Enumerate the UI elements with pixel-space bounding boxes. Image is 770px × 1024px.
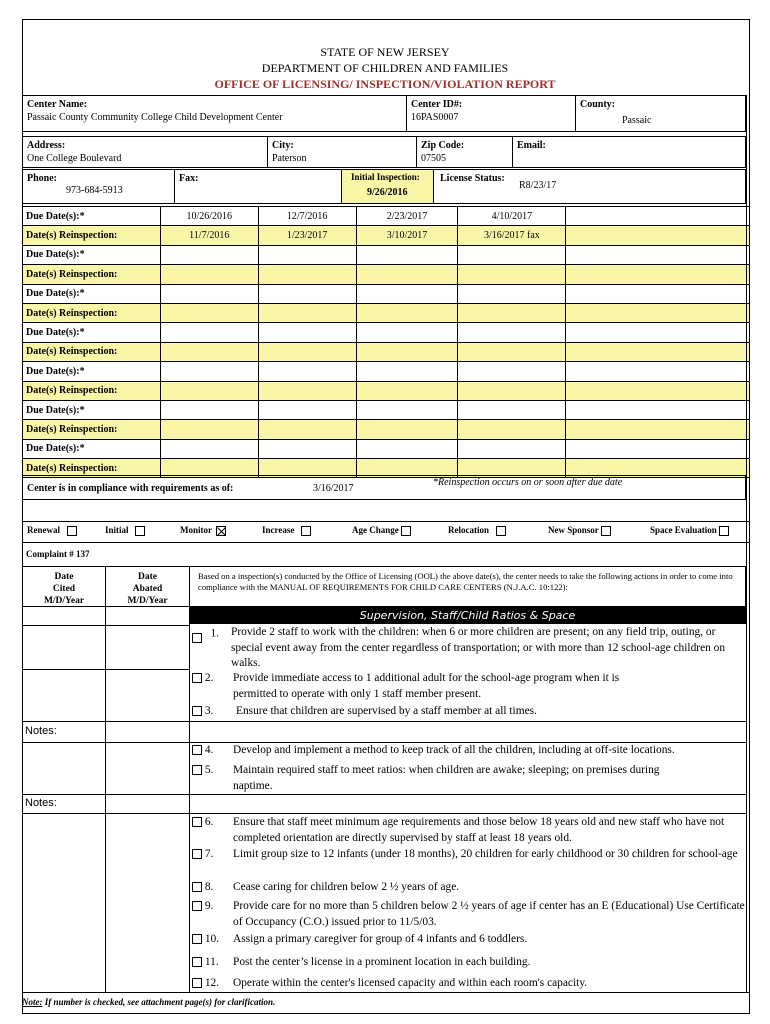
notes-label: Notes: — [25, 797, 57, 809]
item-number: 1. — [210, 627, 220, 640]
item-text: Post the center’s license in a prominent location in each building. — [233, 956, 531, 968]
item-text: Assign a primary caregiver for group of 4 infants and 6 toddlers. — [233, 933, 528, 945]
license-status-label: License Status: — [440, 173, 505, 184]
increase-option[interactable] — [262, 525, 311, 536]
reinsp-row — [23, 226, 750, 245]
reinsp-label: Date(s) Reinspection: — [23, 459, 161, 478]
item-number: 8. — [204, 881, 214, 893]
item-checkbox[interactable] — [192, 882, 202, 892]
date-cited-line: M/D/Year — [43, 596, 85, 606]
reinsp-label: Date(s) Reinspection: — [23, 226, 161, 245]
due-date-cell: 10/26/2016 — [160, 207, 258, 226]
center-name-box — [22, 95, 407, 132]
due-label: Due Date(s):* — [23, 400, 161, 419]
center-name-value: Passaic County Community College Child Development Center — [27, 112, 283, 123]
right-border — [746, 95, 747, 992]
reinsp-row — [23, 342, 750, 361]
new-sponsor-label: New Sponsor — [548, 525, 599, 535]
item-number: 12. — [204, 977, 220, 989]
divider — [22, 542, 750, 543]
dates-table — [22, 206, 750, 478]
item-number: 3. — [204, 705, 214, 717]
reinspection-note: *Reinspection occurs on or soon after due date — [433, 477, 623, 488]
age-change-label: Age Change — [352, 525, 399, 535]
reinsp-label: Date(s) Reinspection: — [23, 342, 161, 361]
complaint-number: Complaint # 137 — [26, 549, 90, 559]
fax-box — [174, 169, 342, 204]
phone-box — [22, 169, 175, 204]
row-line — [22, 992, 750, 993]
section-title: Supervision, Staff/Child Ratios & Space — [189, 607, 746, 624]
compliance-label: Center is in compliance with requirements as of: — [27, 483, 234, 494]
county-value: Passaic — [622, 115, 652, 126]
report-title: OFFICE OF LICENSING/ INSPECTION/VIOLATION REPORT — [214, 77, 556, 91]
item-text: Develop and implement a method to keep track of all the children, including at off-site locations. — [233, 744, 675, 756]
date-abated-header — [105, 566, 190, 607]
renewal-checkbox[interactable] — [67, 526, 77, 536]
item-checkbox[interactable] — [192, 765, 202, 775]
zip-box — [416, 136, 513, 168]
date-cited-header — [22, 566, 106, 607]
item-text: Ensure that children are supervised by a staff member at all times. — [236, 705, 537, 717]
initial-inspection-label: Initial Inspection: — [351, 172, 420, 182]
reinsp-row — [23, 420, 750, 439]
reinsp-date-cell: 1/23/2017 — [258, 226, 356, 245]
due-label: Due Date(s):* — [23, 245, 161, 264]
space-evaluation-checkbox[interactable] — [719, 526, 729, 536]
item-text: Cease caring for children below 2 ½ years of age. — [233, 881, 460, 893]
reinsp-date-cell — [566, 226, 750, 245]
item-number: 9. — [204, 900, 214, 912]
due-row — [23, 207, 750, 226]
item-text: Operate within the center's licensed capacity and within each room's capacity. — [233, 977, 588, 989]
due-row — [23, 245, 750, 264]
due-label: Due Date(s):* — [23, 207, 161, 226]
space-evaluation-option[interactable] — [650, 525, 729, 536]
email-box — [512, 136, 746, 168]
address-box — [22, 136, 268, 168]
item-checkbox[interactable] — [192, 901, 202, 911]
due-row — [23, 400, 750, 419]
space-evaluation-label: Space Evaluation — [650, 525, 717, 535]
initial-label: Initial — [105, 525, 129, 535]
new-sponsor-option[interactable] — [548, 525, 611, 536]
city-box — [267, 136, 417, 168]
address-label: Address: — [27, 140, 66, 151]
item-text: Ensure that staff meet minimum age requirements and those below 18 years old and new staff who have not completed orientation are directly supervised by staff at least 18 years old. — [233, 816, 725, 844]
item-text: Provide care for no more than 5 children below 2 ½ years of age if center has an E (Educational) Use Certificate of Occupancy (C.O.) issued prior to 11/5/03. — [233, 900, 745, 928]
notes-label: Notes: — [25, 725, 57, 737]
reinsp-date-cell: 3/10/2017 — [356, 226, 458, 245]
center-id-box — [406, 95, 576, 132]
phone-value: 973-684-5913 — [66, 185, 123, 196]
item-number: 7. — [204, 848, 214, 860]
row-line — [22, 721, 746, 722]
item-number: 5. — [204, 764, 214, 776]
center-id-label: Center ID#: — [411, 99, 463, 110]
phone-label: Phone: — [27, 173, 57, 184]
item-checkbox[interactable] — [192, 978, 202, 988]
item-number: 11. — [204, 956, 219, 968]
monitor-label: Monitor — [180, 525, 212, 535]
renewal-label: Renewal — [27, 525, 60, 535]
item-checkbox[interactable] — [192, 817, 202, 827]
initial-option[interactable] — [105, 525, 145, 536]
license-status-box — [433, 169, 746, 204]
footer-note-word: Note: — [22, 997, 43, 1007]
due-date-cell: 4/10/2017 — [458, 207, 566, 226]
row-line — [22, 813, 746, 814]
item-checkbox[interactable] — [192, 957, 202, 967]
column-divider — [189, 607, 190, 992]
compliance-box — [22, 475, 746, 500]
license-status-value: R8/23/17 — [519, 180, 557, 191]
item-number: 10. — [204, 933, 220, 945]
age-change-option[interactable] — [352, 525, 411, 536]
footer-note — [22, 997, 275, 1007]
renewal-option[interactable] — [27, 525, 77, 536]
reinsp-label: Date(s) Reinspection: — [23, 420, 161, 439]
county-label: County: — [580, 99, 616, 110]
relocation-option[interactable] — [448, 525, 506, 536]
fax-label: Fax: — [179, 173, 199, 184]
county-box — [575, 95, 746, 132]
intro-text: Based on a inspection(s) conducted by the Office of Licensing (OOL) the above date(s), the center needs to take the following actions in order to come into compliance with the MANUAL OF REQUIREMENTS FOR CHILD CARE CENTERS (N.J.A.C. 10:122): — [189, 566, 746, 607]
reinsp-label: Date(s) Reinspection: — [23, 381, 161, 400]
reinsp-row — [23, 303, 750, 322]
due-row — [23, 284, 750, 303]
city-label: City: — [272, 140, 294, 151]
item-checkbox[interactable] — [192, 849, 202, 859]
center-name-label: Center Name: — [27, 99, 88, 110]
date-cited-line: Cited — [52, 584, 76, 594]
due-date-cell: 2/23/2017 — [356, 207, 458, 226]
item-checkbox[interactable] — [192, 673, 202, 683]
item-checkbox[interactable] — [192, 745, 202, 755]
due-label: Due Date(s):* — [23, 439, 161, 458]
item-number: 2. — [204, 672, 214, 684]
row-line — [22, 625, 190, 626]
compliance-date: 3/16/2017 — [313, 483, 354, 494]
date-abated-line: Date — [138, 572, 157, 582]
reinsp-row — [23, 265, 750, 284]
reinsp-label: Date(s) Reinspection: — [23, 303, 161, 322]
relocation-checkbox[interactable] — [496, 526, 506, 536]
increase-label: Increase — [262, 525, 295, 535]
divider — [22, 521, 750, 522]
item-checkbox[interactable] — [192, 633, 202, 643]
monitor-checkbox-checked[interactable] — [216, 526, 226, 536]
city-value: Paterson — [272, 153, 307, 164]
due-label: Due Date(s):* — [23, 362, 161, 381]
due-row — [23, 323, 750, 342]
due-label: Due Date(s):* — [23, 323, 161, 342]
state-title: STATE OF NEW JERSEY — [320, 45, 450, 59]
reinsp-label: Date(s) Reinspection: — [23, 265, 161, 284]
due-row — [23, 439, 750, 458]
footer-note-text: If number is checked, see attachment page(s) for clarification. — [42, 997, 276, 1007]
item-checkbox[interactable] — [192, 934, 202, 944]
center-id-value: 16PAS0007 — [411, 112, 459, 123]
department-title: DEPARTMENT OF CHILDREN AND FAMILIES — [261, 61, 509, 75]
relocation-label: Relocation — [448, 525, 489, 535]
item-number: 6. — [204, 816, 214, 828]
date-abated-line: M/D/Year — [127, 596, 168, 606]
row-line — [22, 794, 746, 795]
address-value: One College Boulevard — [27, 153, 122, 164]
date-cited-line: Date — [54, 572, 74, 582]
initial-checkbox[interactable] — [135, 526, 145, 536]
item-text: Limit group size to 12 infants (under 18 months), 20 children for early childhood or 30 children for school-age — [233, 848, 738, 860]
email-label: Email: — [517, 140, 546, 151]
due-row — [23, 362, 750, 381]
monitor-option[interactable] — [180, 525, 226, 536]
item-text: Provide immediate access to 1 additional adult for the school-age program when it is permitted to operate with only 1 staff member present. — [233, 672, 620, 700]
initial-inspection-box — [341, 169, 434, 204]
due-label: Due Date(s):* — [23, 284, 161, 303]
initial-inspection-value: 9/26/2016 — [367, 187, 408, 198]
reinsp-date-cell: 3/16/2017 fax — [458, 226, 566, 245]
zip-value: 07505 — [421, 153, 446, 164]
item-checkbox[interactable] — [192, 706, 202, 716]
zip-label: Zip Code: — [421, 140, 465, 151]
due-date-cell: 12/7/2016 — [258, 207, 356, 226]
item-text: Provide 2 staff to work with the children: when 6 or more children are present; on any field trip, outing, or special event away from the center regardless of transportation; or with more than 12 school-age children on walks. — [231, 626, 726, 669]
reinsp-date-cell: 11/7/2016 — [160, 226, 258, 245]
age-change-checkbox[interactable] — [401, 526, 411, 536]
new-sponsor-checkbox[interactable] — [601, 526, 611, 536]
increase-checkbox[interactable] — [301, 526, 311, 536]
row-line — [22, 669, 190, 670]
due-date-cell — [566, 207, 750, 226]
item-text: Maintain required staff to meet ratios: when children are awake; sleeping; on premises during naptime. — [233, 764, 660, 792]
reinsp-row — [23, 381, 750, 400]
date-abated-line: Abated — [132, 584, 163, 594]
column-divider — [105, 607, 106, 992]
item-number: 4. — [204, 744, 214, 756]
